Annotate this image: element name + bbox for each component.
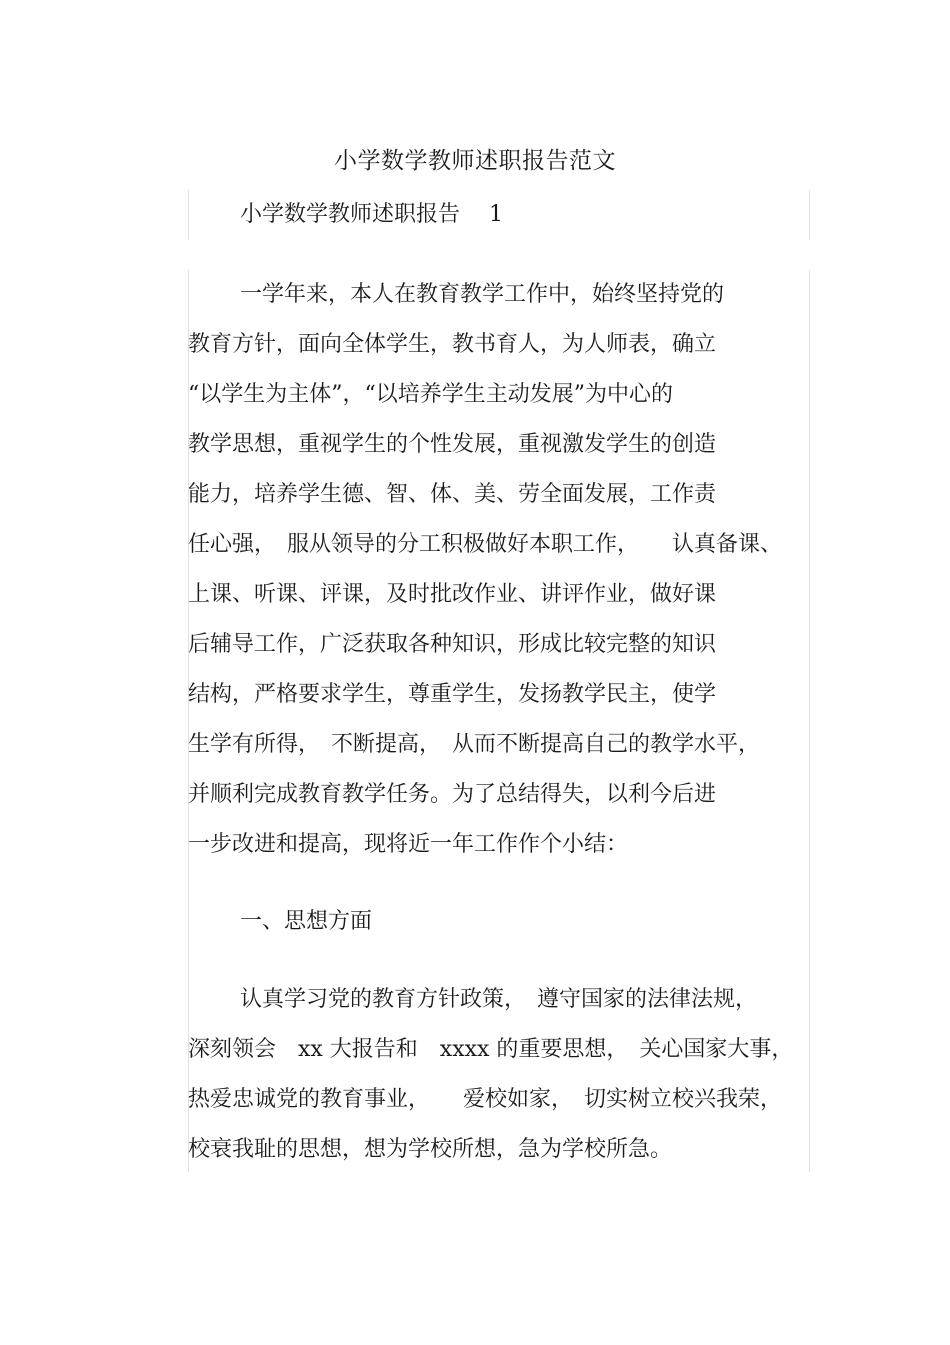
paragraph-line: 上课、听课、评课，及时批改作业、讲评作业，做好课 bbox=[188, 582, 717, 607]
paragraph-line: 能力，培养学生德、智、体、美、劳全面发展，工作责 bbox=[188, 482, 717, 507]
document-title: 小学数学教师述职报告范文 bbox=[334, 148, 616, 174]
paragraph-line: 深刻领会 xx 大报告和 xxxx 的重要思想， 关心国家大事， bbox=[188, 1037, 794, 1062]
paragraph-line: 教育方针，面向全体学生，教书育人，为人师表，确立 bbox=[188, 332, 717, 357]
paragraph-line: 一学年来，本人在教育教学工作中，始终坚持党的 bbox=[240, 282, 725, 307]
paragraph-line: 热爱忠诚党的教育事业， 爱校如家， 切实树立校兴我荣， bbox=[188, 1087, 783, 1112]
paragraph-line: 后辅导工作，广泛获取各种知识，形成比较完整的知识 bbox=[188, 632, 717, 657]
paragraph-line: 一步改进和提高，现将近一年工作作个小结： bbox=[188, 832, 629, 857]
paragraph-line: 任心强， 服从领导的分工积极做好本职工作， 认真备课、 bbox=[188, 532, 783, 557]
paragraph-line: 认真学习党的教育方针政策， 遵守国家的法律法规， bbox=[240, 987, 758, 1012]
paragraph-line: 教学思想，重视学生的个性发展，重视激发学生的创造 bbox=[188, 432, 717, 457]
subtitle: 小学数学教师述职报告 1 bbox=[240, 202, 503, 227]
paragraph-line: 结构，严格要求学生，尊重学生，发扬教学民主，使学 bbox=[188, 682, 717, 707]
paragraph-line: 校衰我耻的思想，想为学校所想，急为学校所急。 bbox=[188, 1137, 673, 1162]
paragraph-line: 并顺利完成教育教学任务。为了总结得失，以利今后进 bbox=[188, 782, 717, 807]
paragraph-line: 生学有所得， 不断提高， 从而不断提高自己的教学水平， bbox=[188, 732, 761, 757]
section-heading: 一、思想方面 bbox=[240, 909, 373, 934]
paragraph-line: “以学生为主体”，“以培养学生主动发展”为中心的 bbox=[188, 382, 673, 407]
